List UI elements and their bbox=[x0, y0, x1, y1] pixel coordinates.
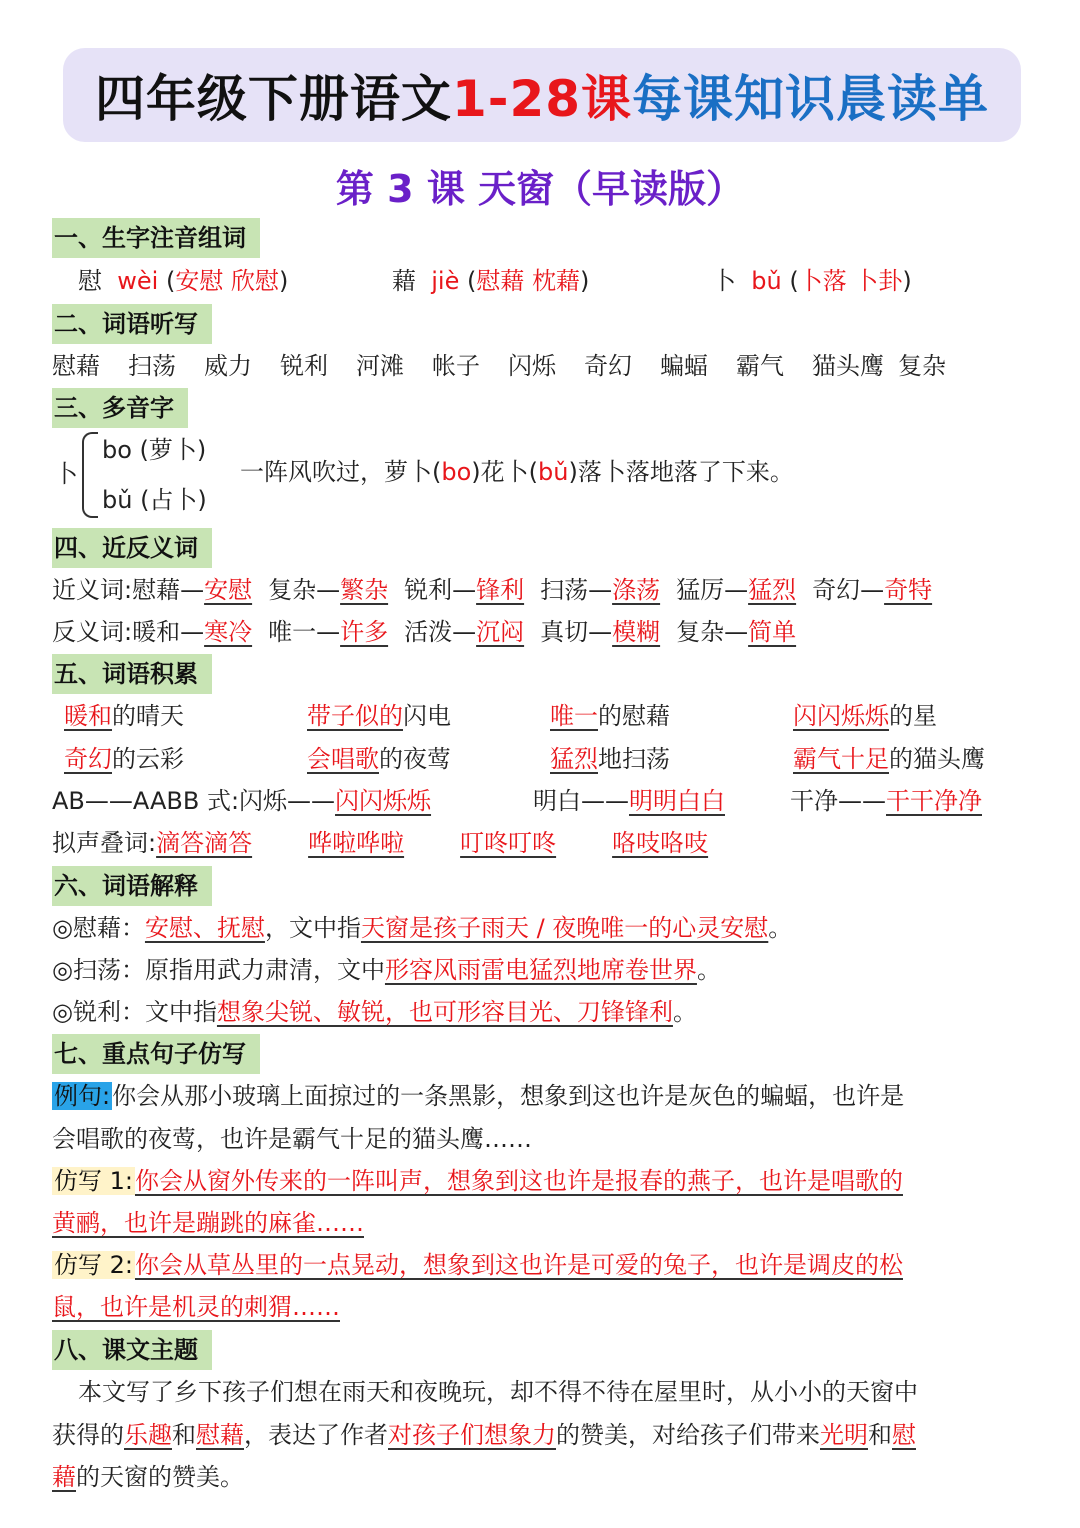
title-banner bbox=[63, 48, 1021, 142]
aabb-2: 明白——明明白白 bbox=[533, 787, 725, 815]
banner-title-part3: 每课知识晨读单 bbox=[632, 70, 990, 128]
phrase-2-2: 会唱歌的夜莺 bbox=[307, 745, 451, 773]
theme-line-2: 获得的乐趣和慰藉，表达了作者对孩子们想象力的赞美，对给孩子们带来光明和慰 bbox=[52, 1421, 916, 1449]
banner-title-part2: 1-28课 bbox=[451, 70, 633, 128]
section-8-title: 八、课文主题 bbox=[52, 1330, 212, 1370]
explain-3: ◎锐利：文中指想象尖锐、敏锐，也可形容目光、刀锋锋利。 bbox=[52, 998, 697, 1026]
example-line-2: 会唱歌的夜莺，也许是霸气十足的猫头鹰…… bbox=[52, 1125, 532, 1153]
imitation-1-line-1: 仿写 1:你会从窗外传来的一阵叫声，想象到这也许是报春的燕子，也许是唱歌的 bbox=[54, 1167, 903, 1195]
polyphone-reading-1: bo (萝卜) bbox=[102, 436, 207, 464]
brace bbox=[82, 432, 98, 518]
phrase-2-1: 奇幻的云彩 bbox=[64, 745, 184, 773]
phrase-1-3: 唯一的慰藉 bbox=[550, 702, 670, 730]
imitation-1-line-2: 黄鹂，也许是蹦跳的麻雀…… bbox=[52, 1209, 364, 1237]
phrase-2-3: 猛烈地扫荡 bbox=[550, 745, 670, 773]
theme-line-1: 本文写了乡下孩子们想在雨天和夜晚玩，却不得不待在屋里时，从小小的天窗中 bbox=[78, 1378, 918, 1406]
section-7-title: 七、重点句子仿写 bbox=[52, 1034, 260, 1074]
phrase-2-4: 霸气十足的猫头鹰 bbox=[793, 745, 985, 773]
phrase-1-4: 闪闪烁烁的星 bbox=[793, 702, 937, 730]
aabb-3: 干净——干干净净 bbox=[790, 787, 982, 815]
dictation-words: 慰藉 扫荡 威力 锐利 河滩 帐子 闪烁 奇幻 蝙蝠 霸气 猫头鹰 复杂 bbox=[52, 352, 946, 380]
polyphone-reading-2: bǔ (占卜) bbox=[102, 486, 207, 514]
phrase-1-2: 带子似的闪电 bbox=[307, 702, 451, 730]
onomatopoeia-row: 拟声叠词:滴答滴答 哗啦哗啦 叮咚叮咚 咯吱咯吱 bbox=[52, 829, 709, 857]
section-1-title: 一、生字注音组词 bbox=[52, 218, 260, 258]
imitation-2-line-1: 仿写 2:你会从草丛里的一点晃动，想象到这也许是可爱的兔子，也许是调皮的松 bbox=[54, 1251, 903, 1279]
char-item-2: 藉 jiè (慰藉 枕藉) bbox=[392, 267, 590, 295]
imitation-1-tag: 仿写 1: bbox=[54, 1167, 133, 1195]
theme-line-3: 藉的天窗的赞美。 bbox=[52, 1463, 244, 1491]
polyphone-char: 卜 bbox=[54, 460, 78, 488]
section-2-title: 二、词语听写 bbox=[52, 304, 212, 344]
antonyms-row: 反义词:暖和—寒冷 唯一—许多 活泼—沉闷 真切—模糊 复杂—简单 bbox=[52, 618, 797, 646]
explain-1: ◎慰藉：安慰、抚慰，文中指天窗是孩子雨天 / 夜晚唯一的心灵安慰。 bbox=[52, 914, 793, 942]
section-6-title: 六、词语解释 bbox=[52, 866, 212, 906]
phrase-1-1: 暖和的晴天 bbox=[64, 702, 184, 730]
imitation-2-tag: 仿写 2: bbox=[54, 1251, 133, 1279]
section-5-title: 五、词语积累 bbox=[52, 654, 212, 694]
explain-2: ◎扫荡：原指用武力肃清，文中形容风雨雷电猛烈地席卷世界。 bbox=[52, 956, 721, 984]
example-tag: 例句: bbox=[54, 1082, 111, 1110]
example-line-1: 例句:你会从那小玻璃上面掠过的一条黑影，想象到这也许是灰色的蝙蝠，也许是 bbox=[54, 1082, 905, 1110]
char-item-3: 卜 bǔ (卜落 卜卦) bbox=[712, 267, 912, 295]
synonyms-row: 近义词:慰藉—安慰 复杂—繁杂 锐利—锋利 扫荡—涤荡 猛厉—猛烈 奇幻—奇特 bbox=[52, 576, 933, 604]
aabb-1: AB——AABB 式:闪烁——闪闪烁烁 bbox=[52, 787, 432, 815]
char-item-1: 慰 wèi (安慰 欣慰) bbox=[78, 267, 289, 295]
imitation-2-line-2: 鼠，也许是机灵的刺猬…… bbox=[52, 1293, 340, 1321]
section-3-title: 三、多音字 bbox=[52, 388, 188, 428]
polyphone-sentence: 一阵风吹过，萝卜(bo)花卜(bǔ)落卜落地落了下来。 bbox=[240, 458, 794, 486]
banner-title-part1: 四年级下册语文 bbox=[94, 70, 452, 128]
section-4-title: 四、近反义词 bbox=[52, 528, 212, 568]
lesson-subtitle: 第 3 课 天窗（早读版） bbox=[335, 167, 745, 211]
